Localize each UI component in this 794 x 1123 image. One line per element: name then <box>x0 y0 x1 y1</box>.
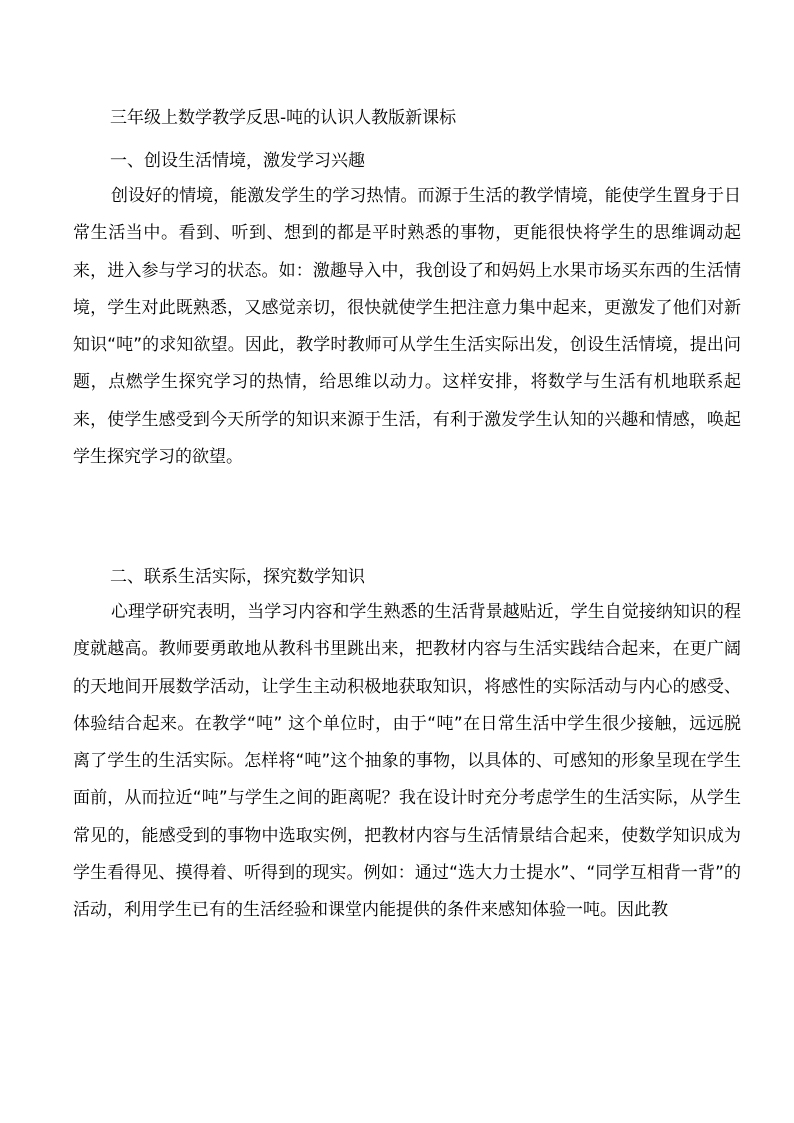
section-heading-2: 二、联系生活实际，探究数学知识 <box>110 567 365 587</box>
section-paragraph-1: 创设好的情境，能激发学生的学习热情。而源于生活的教学情境，能使学生置身于日常生活当中。看到、听到、想到的都是平时熟悉的事物，更能很快将学生的思维调动起来，进入参与学习的状态。如：激趣导入中，我创设了和妈妈上水果市场买东西的生活情境，学生对此既熟悉，又感觉亲切，很快就使学生把注意力集中起来，更激发了他们对新知识“吨”的求知欲望。因此，教学时教师可从学生生活实际出发，创设生活情境，提出问题，点燃学生探究学习的热情，给思维以动力。这样安排，将数学与生活有机地联系起来，使学生感受到今天所学的知识来源于生活，有利于激发学生认知的兴趣和情感，唤起学生探究学习的欲望。 <box>73 186 741 468</box>
section-heading-1: 一、创设生活情境，激发学习兴趣 <box>110 151 365 171</box>
document-title: 三年级上数学教学反思-吨的认识人教版新课标 <box>110 108 457 128</box>
section-paragraph-2: 心理学研究表明，当学习内容和学生熟悉的生活背景越贴近，学生自觉接纳知识的程度就越高。教师要勇敢地从教科书里跳出来，把教材内容与生活实践结合起来，在更广阔的天地间开展数学活动，让学生主动积极地获取知识，将感性的实际活动与内心的感受、体验结合起来。在教学“吨” 这个单位时，由于“吨”在日常生活中学生很少接触，远远脱离了学生的生活实际。怎样将“吨”这个抽象的事物，以具体的、可感知的形象呈现在学生面前，从而拉近“吨”与学生之间的距离呢？我在设计时充分考虑学生的生活实际，从学生常见的，能感受到的事物中选取实例，把教材内容与生活情景结合起来，使数学知识成为学生看得见、摸得着、听得到的现实。例如：通过“选大力士提水”、“同学互相背一背”的活动，利用学生已有的生活经验和课堂内能提供的条件来感知体验一吨。因此教 <box>73 602 741 921</box>
